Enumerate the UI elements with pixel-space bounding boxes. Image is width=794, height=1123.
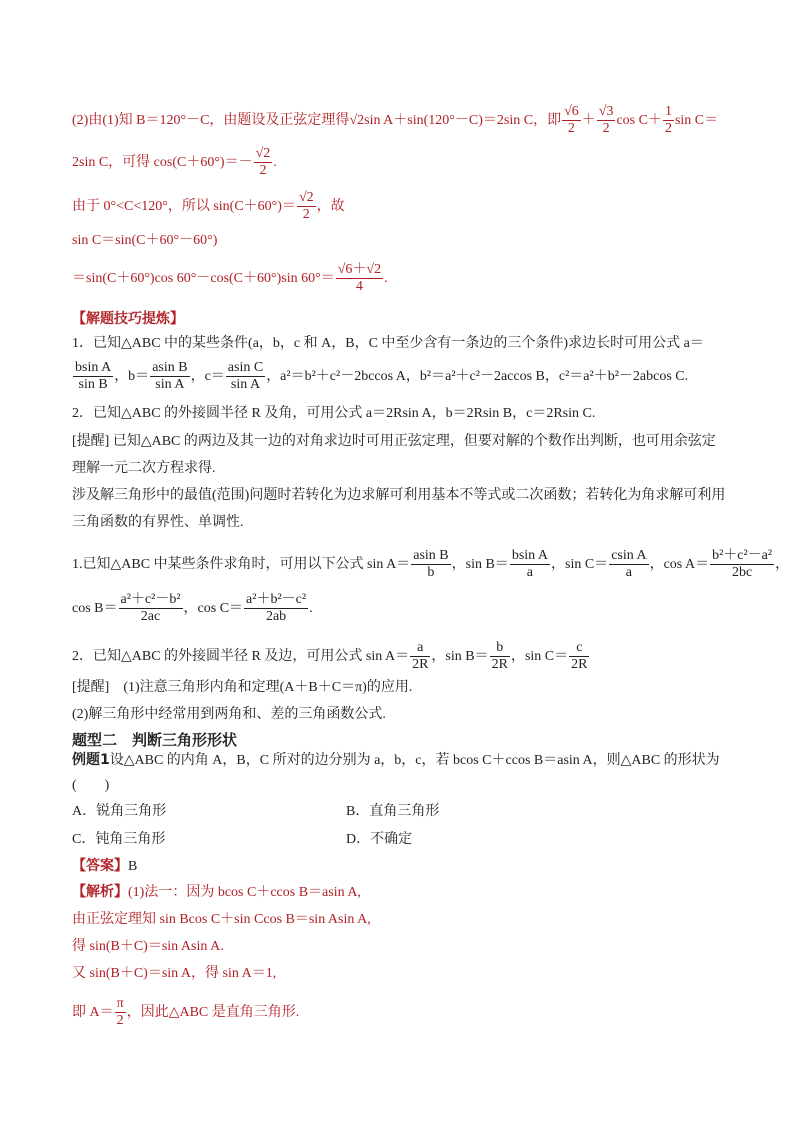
tips-remind-3: (2)解三角形中经常用到两角和、差的三角函数公式. <box>72 707 386 722</box>
example-question: 例题1设△ABC 的内角 A，B，C 所对的边分别为 a，b，c，若 bcos C＋ccos B＝asin A，则△ABC 的形状为 <box>72 752 720 768</box>
analysis-line-5: 即 A＝ $\frac{\pi}{2}$ ，因此△ABC 是直角三角形. <box>72 996 300 1029</box>
solution-line-4: sin C＝sin(C＋60°－60°) <box>72 233 218 248</box>
analysis-line-1: 【解析】(1)法一：因为 bcos C＋ccos B＝asin A, <box>72 884 361 900</box>
tips-angle-line-1: 1.已知△ABC 中某些条件求角时，可用以下公式 sin A＝ $\frac{\text{asin B}}{b}$ ，sin B＝ $\frac{\text{bsin A}}{a}$ ，sin C＝ $\frac{\text{csin A}}{a}$ ，cos A＝ $\frac{\text{b²＋c²－a²}}{2bc}$ ， <box>72 548 790 581</box>
solution-line-1: (2)由(1)知 B＝120°－C，由题设及正弦定理得√2sin A＋sin(120°－C)＝2sin C，即 $\frac{√6}{2}$ ＋ $\frac{√3}{2}$ cos C＋ $\frac{1}{2}$ sin C＝ <box>72 104 719 137</box>
tips-remind-2: [提醒] (1)注意三角形内角和定理(A＋B＋C＝π)的应用. <box>72 680 413 695</box>
text: (2)由(1)知 B＝120°－C，由题设及正弦定理得 <box>72 112 350 128</box>
solution-line-5: ＝sin(C＋60°)cos 60°－cos(C＋60°)sin 60°＝ $\frac{√6+√2}{4}$ . <box>72 262 388 295</box>
choice-paren: ( ) <box>72 778 110 793</box>
analysis-line-3: 得 sin(B＋C)＝sin Asin A. <box>72 939 224 954</box>
option-d: D．不确定 <box>346 832 413 847</box>
fraction: $\frac{√6+√2}{4}$ <box>337 262 382 295</box>
tips-item-1-line-2: $\frac{\text{bsin A}}{\text{sin B}}$ ，b＝ $\frac{\text{asin B}}{\text{sin A}}$ ，c＝ $\frac{\text{asin C}}{\text{sin A}}$ ，a²＝b²＋c²－2bccos A，b²＝a²＋c²－2accos B，c²＝a²＋b²－2abcos C. <box>75 360 689 393</box>
fraction: $\frac{√6}{2}$ <box>564 104 579 137</box>
fraction: $\frac{1}{2}$ <box>664 104 672 137</box>
fraction: $\frac{√2}{2}$ <box>298 190 314 223</box>
analysis-line-2: 由正弦定理知 sin Bcos C＋sin Ccos B＝sin Asin A, <box>72 912 371 927</box>
solution-line-3: 由于 0°<C<120°，所以 sin(C＋60°)＝ $\frac{√2}{2}$ ，故 <box>72 190 345 223</box>
option-b: B．直角三角形 <box>346 804 440 819</box>
tips-title: 【解题技巧提炼】 <box>72 311 184 327</box>
solution-line-2: 2sin C，可得 cos(C＋60°)＝－ $\frac{√2}{2}$ . <box>72 146 277 179</box>
tips-angle-line-2: cos B＝ $\frac{\text{a²＋c²－b²}}{2ac}$ ，cos C＝ $\frac{\text{a²＋b²－c²}}{2ab}$ . <box>72 592 313 625</box>
answer-line: 【答案】B <box>72 858 138 874</box>
tips-remind-line-1: [提醒] 已知△ABC 的两边及其一边的对角求边时可用正弦定理，但要对解的个数作出判断，也可用余弦定 <box>72 434 716 449</box>
tips-item-2: 2．已知△ABC 的外接圆半径 R 及角，可用公式 a＝2Rsin A，b＝2Rsin B，c＝2Rsin C. <box>72 406 596 421</box>
fraction: $\frac{√3}{2}$ <box>598 104 614 137</box>
tips-remind-line-2: 理解一元二次方程求得. <box>72 461 216 476</box>
tips-extreme-line-2: 三角函数的有界性、单调性. <box>72 515 244 530</box>
option-c: C．钝角三角形 <box>72 832 166 847</box>
section-heading: 题型二 判断三角形形状 <box>72 731 238 749</box>
analysis-line-4: 又 sin(B＋C)＝sin A，得 sin A＝1, <box>72 966 277 981</box>
tips-item-1-line-1: 1．已知△ABC 中的某些条件(a，b，c 和 A，B，C 中至少含有一条边的三个条件)求边长时可用公式 a＝ <box>72 336 704 351</box>
fraction: $\frac{√2}{2}$ <box>255 146 271 179</box>
tips-extreme-line-1: 涉及解三角形中的最值(范围)问题时若转化为边求解可利用基本不等式或二次函数；若转化为角求解可利用 <box>72 488 726 503</box>
text: √2sin A＋sin(120°－C)＝2sin C，即 <box>349 112 562 128</box>
option-a: A．锐角三角形 <box>72 804 167 819</box>
tips-angle-line-3: 2．已知△ABC 的外接圆半径 R 及边，可用公式 sin A＝ $\frac{a}{2R}$ ，sin B＝ $\frac{b}{2R}$ ，sin C＝ $\frac{c}{2R}$ <box>72 640 588 673</box>
